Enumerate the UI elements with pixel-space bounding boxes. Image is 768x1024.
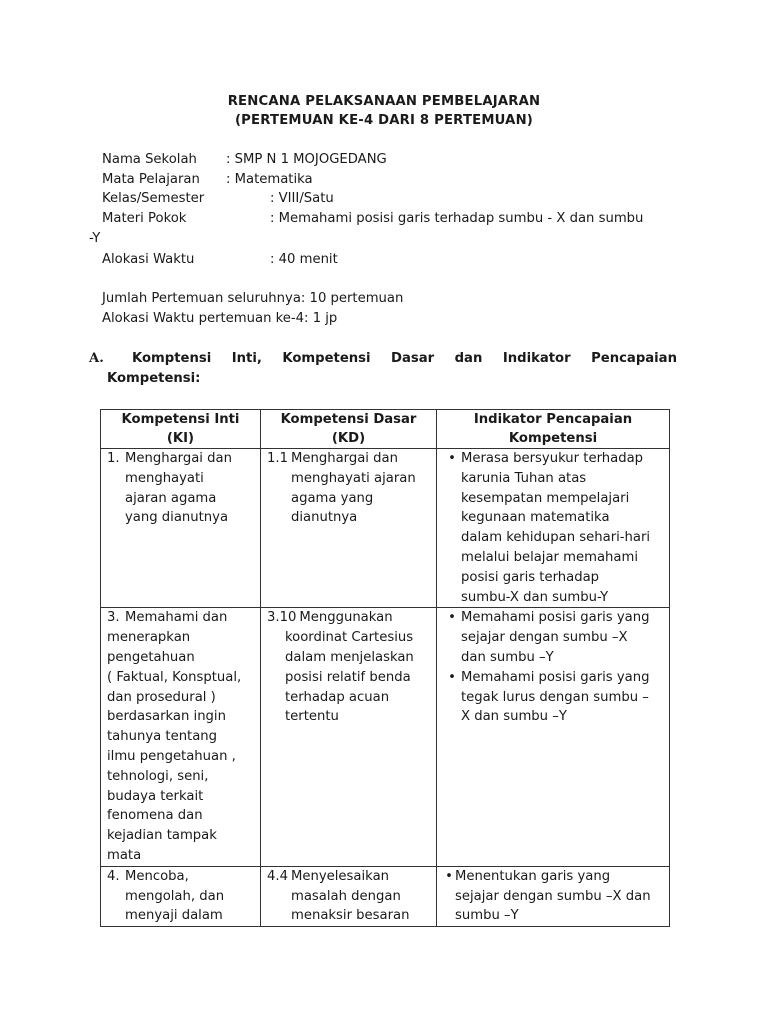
indicator-cell [437,866,670,926]
bullet-icon: • [445,868,453,884]
ki-text: fenomena dan [107,808,203,824]
heading-word: dan [454,351,483,366]
competency-table [100,409,670,927]
heading-word: Komptensi [132,351,212,366]
ki-text: ilmu pengetahuan , [107,748,236,764]
ki-text: berdasarkan ingin [107,709,226,725]
kd-text: menaksir besaran [291,908,410,924]
table-row [101,866,670,926]
header-kd-line1: Kompetensi Dasar [280,412,417,427]
indicator-text: sejajar dengan sumbu –X [461,630,628,646]
heading-word: Indikator [502,351,571,366]
ki-text: ( Faktual, Konsptual, [107,669,242,685]
ki-text: budaya terkait [107,788,204,804]
ki-text: kejadian tampak [107,828,217,844]
kd-text: agama yang [291,490,374,506]
ki-text: tahunya tentang [107,729,218,745]
header-indicator-line1: Indikator Pencapaian [473,412,633,427]
indicator-text: dalam kehidupan sehari-hari [461,530,651,546]
ki-number: 3. [107,610,120,626]
kd-text: masalah dengan [291,888,401,904]
label-subject: Mata Pelajaran [102,172,200,187]
header-kd-line2: (KD) [331,431,366,446]
bullet-icon: • [448,610,456,626]
value-time: : 40 menit [270,252,338,267]
ki-text: yang dianutnya [125,510,229,526]
ki-cell [101,608,261,866]
heading-word: Kompetensi [282,351,371,366]
kd-text: dianutnya [291,510,358,526]
kd-text: koordinat Cartesius [285,630,414,646]
kd-text: Menghargai dan [291,451,398,466]
heading-word: Dasar [391,351,435,366]
indicator-text: Memahami posisi garis yang [461,669,650,685]
kd-text: tertentu [285,709,339,725]
ki-text: mata [107,847,142,863]
table-row [101,608,670,866]
kd-text: posisi relatif benda [285,669,411,685]
value-school: : SMP N 1 MOJOGEDANG [226,152,387,167]
value-class: : VIII/Satu [270,191,334,206]
table-header-row [101,410,670,449]
ki-text: tehnologi, seni, [107,768,209,784]
value-subject: : Matematika [226,172,313,187]
kd-cell [261,608,437,866]
indicator-text: tegak lurus dengan sumbu – [461,689,649,705]
kd-number: 4.4 [267,868,288,884]
indicator-cell [437,608,670,866]
heading-word: Inti, [231,351,262,366]
kd-number: 3.10 [267,610,297,626]
header-ki [101,410,261,449]
indicator-text: sejajar dengan sumbu –X dan [455,888,651,904]
ki-text: dan prosedural ) [107,689,216,705]
indicator-text: posisi garis terhadap [461,569,600,585]
section-heading [132,349,677,369]
ki-text: pengetahuan [107,649,195,665]
bullet-icon: • [448,451,456,466]
indicator-cell [437,449,670,608]
indicator-text: karunia Tuhan atas [461,470,587,486]
value-topic-wrap: -Y [89,231,101,246]
indicator-text: Memahami posisi garis yang [461,610,650,626]
table-row [101,449,670,608]
indicator-text: X dan sumbu –Y [461,709,567,725]
ki-text: menerapkan [107,630,191,646]
indicator-text: kegunaan matematika [461,510,610,526]
indicator-text: dan sumbu –Y [461,649,554,665]
kd-number: 1.1 [267,451,288,466]
kd-text: Menyelesaikan [291,868,390,884]
document-title: RENCANA PELAKSANAAN PEMBELAJARAN [227,94,541,109]
ki-cell [101,866,261,926]
section-heading-cont: Kompetensi: [107,371,201,386]
kd-cell [261,866,437,926]
ki-text: menghayati [125,470,204,486]
ki-text: Mencoba, [125,868,189,884]
ki-cell [101,449,261,608]
header-indicator [437,410,670,449]
heading-word: Pencapaian [591,351,677,366]
ki-text: Menghargai dan [125,451,232,466]
ki-number: 1. [107,451,120,466]
ki-number: 4. [107,868,120,884]
kd-text: dalam menjelaskan [285,649,414,665]
kd-text: terhadap acuan [285,689,390,705]
ki-text: Memahami dan [125,610,228,626]
ki-text: ajaran agama [125,490,217,506]
header-indicator-line2: Kompetensi [508,431,598,446]
kd-text: Menggunakan [299,610,393,626]
header-ki-line1: Kompetensi Inti [121,412,240,427]
header-kd [261,410,437,449]
kd-text: menghayati ajaran [291,470,416,486]
label-topic: Materi Pokok [102,211,187,226]
indicator-text: Menentukan garis yang [455,868,611,884]
meeting-total: Jumlah Pertemuan seluruhnya: 10 pertemuan [102,291,404,306]
header-ki-line2: (KI) [166,431,195,446]
indicator-text: kesempatan mempelajari [461,490,630,506]
indicator-text: Merasa bersyukur terhadap [461,451,644,466]
ki-text: menyaji dalam [125,908,223,924]
document-subtitle: (PERTEMUAN KE-4 DARI 8 PERTEMUAN) [234,113,534,128]
indicator-text: sumbu-X dan sumbu-Y [461,589,609,605]
label-time: Alokasi Waktu [102,252,195,267]
label-school: Nama Sekolah [102,152,197,167]
value-topic: : Memahami posisi garis terhadap sumbu - X dan sumbu [270,211,644,226]
indicator-text: melalui belajar memahami [461,549,639,565]
meeting-allocation: Alokasi Waktu pertemuan ke-4: 1 jp [102,311,338,326]
bullet-icon: • [448,669,456,685]
label-class: Kelas/Semester [102,191,205,206]
indicator-text: sumbu –Y [455,908,519,924]
section-letter: A. [89,351,104,366]
kd-cell [261,449,437,608]
ki-text: mengolah, dan [125,888,225,904]
